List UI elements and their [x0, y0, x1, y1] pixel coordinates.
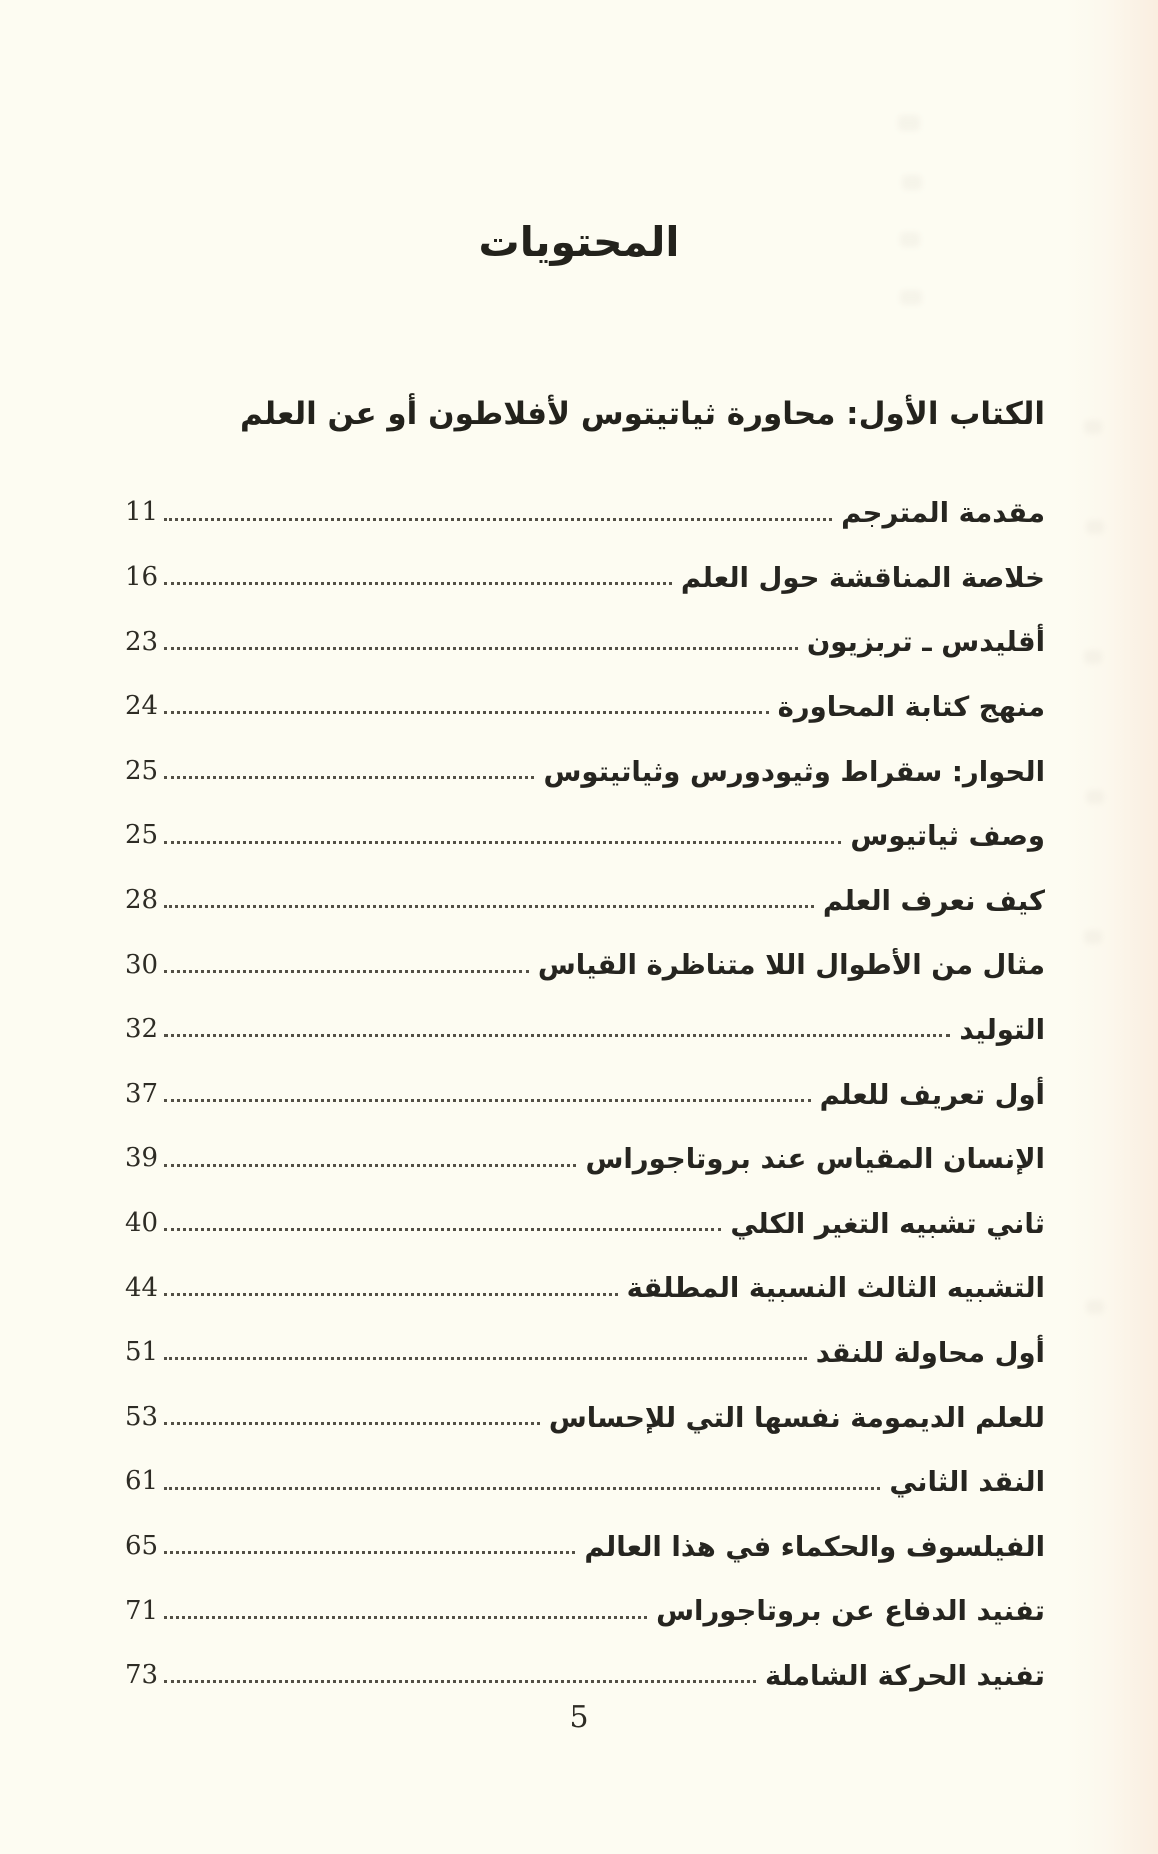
page-edge-tint: [1063, 0, 1158, 1854]
toc-section-heading: الكتاب الأول: محاورة ثياتيتوس لأفلاطون أو عن العلم: [240, 396, 1045, 432]
toc-entry-page: 44: [125, 1272, 159, 1303]
toc-entry: [125, 1435, 1045, 1500]
dot-leader: [164, 647, 798, 650]
bleed-through-mark: [1086, 1300, 1104, 1314]
toc-entry-page: 71: [125, 1595, 159, 1626]
dot-leader: [164, 841, 841, 844]
dot-leader: [164, 1680, 756, 1683]
toc-entry-title: مثال من الأطوال اللا متناظرة القياس: [537, 949, 1045, 982]
toc-entry-title: الفيلسوف والحكماء في هذا العالم: [584, 1530, 1045, 1563]
toc-entry: [125, 1241, 1045, 1306]
toc-entry-title: أول محاولة للنقد: [815, 1336, 1045, 1369]
toc-entry-page: 24: [125, 691, 159, 722]
bleed-through-mark: [902, 175, 922, 190]
toc-entry: [125, 531, 1045, 596]
bleed-through-mark: [1084, 650, 1102, 664]
dot-leader: [164, 1616, 647, 1619]
dot-leader: [164, 1164, 576, 1167]
dot-leader: [164, 518, 832, 521]
bleed-through-mark: [900, 290, 922, 305]
toc-entry-title: منهج كتابة المحاورة: [777, 691, 1045, 723]
bleed-through-mark: [1084, 930, 1102, 944]
toc-entry: [125, 918, 1045, 983]
toc-entry-title: الحوار: سقراط وثيودورس وثياتيتوس: [543, 755, 1045, 788]
toc-entry-page: 28: [125, 884, 159, 915]
toc-entry-title: الإنسان المقياس عند بروتاجوراس: [585, 1143, 1045, 1176]
dot-leader: [164, 1551, 575, 1554]
toc-entry-title: خلاصة المناقشة حول العلم: [680, 561, 1045, 594]
toc-entry-page: 40: [125, 1207, 159, 1238]
toc-entry-page: 51: [125, 1337, 159, 1368]
dot-leader: [164, 711, 768, 714]
dot-leader: [164, 1487, 880, 1490]
toc-entry-title: أول تعريف للعلم: [819, 1078, 1045, 1111]
dot-leader: [164, 1293, 618, 1296]
toc-entry-title: التشبيه الثالث النسبية المطلقة: [626, 1272, 1045, 1305]
page-title: المحتويات: [478, 218, 680, 266]
toc-entry: [125, 1370, 1045, 1435]
toc-entry-page: 11: [125, 497, 159, 528]
toc-entry: [125, 1500, 1045, 1565]
toc-entry: [125, 983, 1045, 1048]
dot-leader: [164, 582, 672, 585]
folio-page-number: 5: [569, 1700, 589, 1735]
toc-entry: [125, 1047, 1045, 1112]
toc-entry-title: تفنيد الدفاع عن بروتاجوراس: [656, 1595, 1045, 1628]
toc-entry: [125, 660, 1045, 725]
dot-leader: [164, 1228, 721, 1231]
toc-entry: [125, 466, 1045, 531]
toc-entry-page: 25: [125, 820, 159, 851]
toc-entry: [125, 854, 1045, 919]
bleed-through-mark: [1086, 790, 1104, 804]
toc-entry-page: 65: [125, 1530, 159, 1561]
toc-entry-title: مقدمة المترجم: [841, 497, 1045, 530]
toc-entry-title: تفنيد الحركة الشاملة: [765, 1659, 1045, 1692]
dot-leader: [164, 1422, 540, 1425]
toc-entry-page: 30: [125, 949, 159, 980]
toc-entry-page: 37: [125, 1078, 159, 1109]
toc-entry: [125, 1306, 1045, 1371]
toc-entry: [125, 1112, 1045, 1177]
toc-entry-title: النقد الثاني: [889, 1466, 1045, 1499]
toc-entry: [125, 724, 1045, 789]
bleed-through-mark: [1086, 520, 1104, 534]
table-of-contents: [125, 466, 1045, 1693]
toc-entry-title: كيف نعرف العلم: [822, 884, 1045, 917]
toc-entry-page: 53: [125, 1401, 159, 1432]
toc-entry-title: ثاني تشبيه التغير الكلي: [730, 1207, 1045, 1240]
toc-entry-page: 61: [125, 1466, 159, 1497]
dot-leader: [164, 776, 534, 779]
toc-entry-page: 23: [125, 626, 159, 657]
dot-leader: [164, 1357, 807, 1360]
bleed-through-mark: [1084, 420, 1102, 434]
dot-leader: [164, 905, 814, 908]
dot-leader: [164, 970, 529, 973]
toc-entry: [125, 1629, 1045, 1694]
toc-entry-page: 25: [125, 755, 159, 786]
toc-entry-page: 73: [125, 1660, 159, 1691]
toc-entry: [125, 1177, 1045, 1242]
bleed-through-mark: [898, 115, 920, 131]
toc-entry-page: 32: [125, 1014, 159, 1045]
dot-leader: [164, 1099, 810, 1102]
toc-entry-title: للعلم الديمومة نفسها التي للإحساس: [548, 1401, 1045, 1434]
toc-entry: [125, 595, 1045, 660]
toc-entry: [125, 1564, 1045, 1629]
toc-entry-title: أقليدس ـ تربزيون: [806, 626, 1045, 659]
toc-entry-title: التوليد: [959, 1013, 1045, 1046]
toc-entry-page: 16: [125, 562, 159, 592]
toc-entry-page: 39: [125, 1143, 159, 1174]
dot-leader: [164, 1034, 950, 1037]
toc-entry-title: وصف ثياتيوس: [850, 820, 1045, 853]
toc-entry: [125, 789, 1045, 854]
